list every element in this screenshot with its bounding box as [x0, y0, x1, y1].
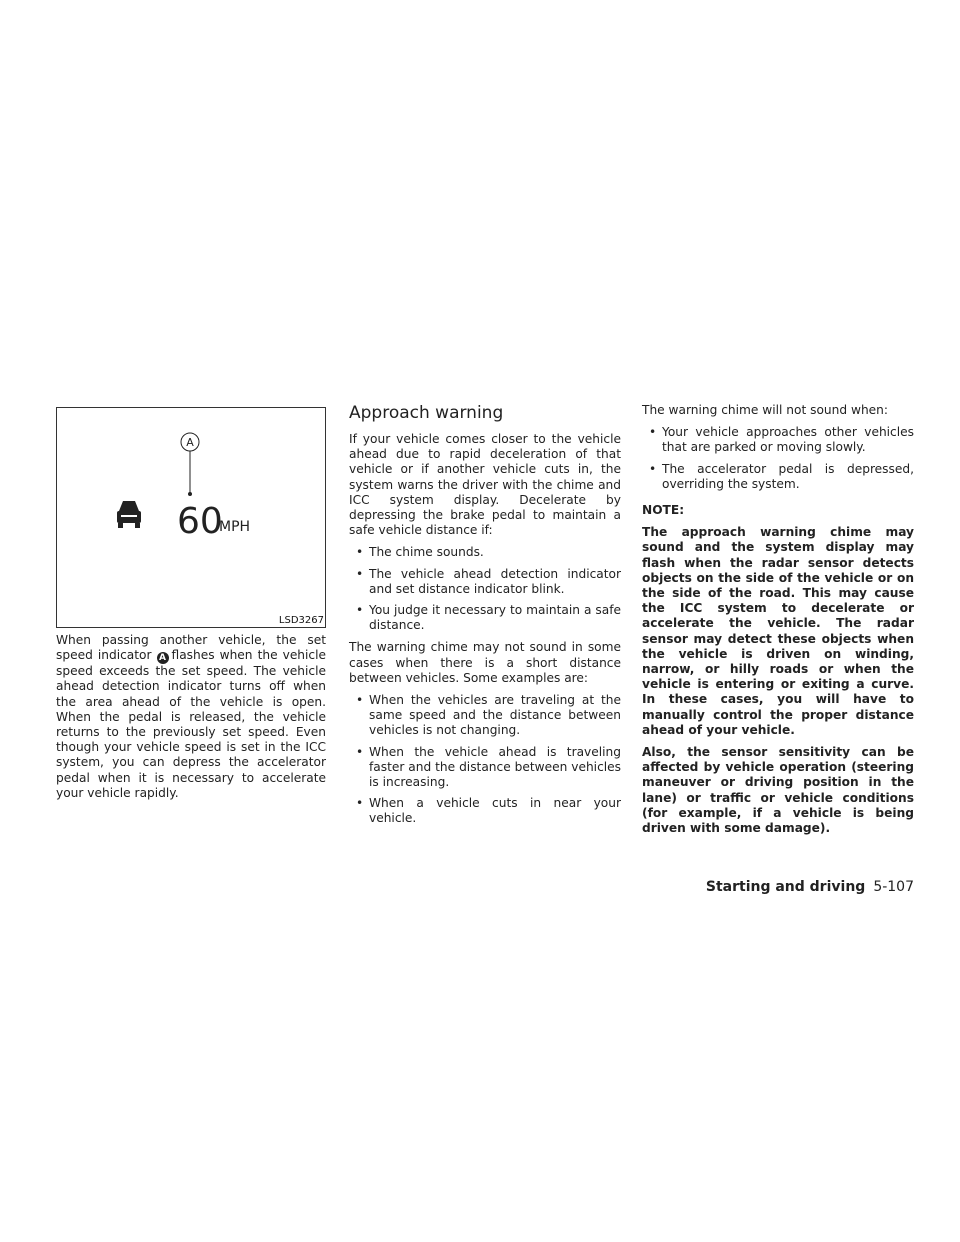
section-title: Starting and driving	[705, 879, 866, 895]
page-footer	[706, 878, 914, 896]
chime-will-not-sound-intro: The warning chime will not sound when:	[642, 403, 888, 417]
callout-leader-dot	[188, 492, 192, 496]
callout-a-marker: A	[157, 652, 169, 664]
list-item: • The chime sounds.	[349, 545, 621, 560]
figure-code: LSD3267	[278, 615, 324, 626]
approach-intro: If your vehicle comes closer to the vehicle ahead due to rapid deceleration of that vehicle or if another vehicle cuts in, the system warns the driver with the chime and ICC system display. Decelerate by depressing the brake pedal to maintain a safe vehicle distance if:	[349, 432, 621, 538]
vehicle-ahead-icon	[117, 501, 141, 528]
icc-display-illustration	[57, 408, 325, 627]
examples-list	[349, 693, 621, 827]
column-left	[56, 633, 326, 808]
passing-paragraph	[56, 633, 326, 801]
speed-value: 60	[177, 501, 223, 542]
callout-label: A	[186, 436, 194, 449]
list-item: • The vehicle ahead detection indicator and set distance indicator blink.	[349, 567, 621, 597]
approach-warning-heading: Approach warning	[349, 403, 504, 423]
passing-text-end: flashes when the vehicle speed exceeds the set speed. The vehicle ahead detection indicator turns off when the area ahead of the vehicle is open. When the pedal is released, the vehicle returns to the previously set speed. Even though your vehicle speed is set in the ICC system, you can depress the accelerator pedal when it is necessary to accelerate your vehicle rapidly.	[56, 648, 327, 800]
decelerate-conditions-list	[349, 545, 621, 633]
note-paragraph-2: Also, the sensor sensitivity can be affected by vehicle operation (steering maneuver or driving position in the lane) or traffic or vehicle conditions (for example, if a vehicle is being driven with some damage).	[642, 745, 914, 836]
list-item: • The accelerator pedal is depressed, overriding the system.	[642, 462, 914, 492]
column-middle	[349, 403, 621, 834]
column-right	[642, 403, 914, 843]
page-number: 5-107	[873, 879, 914, 895]
list-item: • When the vehicle ahead is traveling faster and the distance between vehicles is increasing.	[349, 745, 621, 791]
icc-display-figure	[56, 407, 326, 628]
passing-text-start: When passing another vehicle, the set speed indicator	[56, 633, 326, 663]
note-label: NOTE:	[642, 503, 685, 518]
chime-may-not-sound-paragraph: The warning chime may not sound in some cases when there is a short distance between vehicles. Some examples are:	[349, 640, 621, 685]
list-item: • You judge it necessary to maintain a safe distance.	[349, 603, 621, 633]
speed-unit: MPH	[219, 519, 251, 535]
list-item: • When a vehicle cuts in near your vehicle.	[349, 796, 621, 826]
no-chime-list	[642, 425, 914, 492]
list-item: • When the vehicles are traveling at the same speed and the distance between vehicles is not changing.	[349, 693, 621, 739]
note-paragraph-1: The approach warning chime may sound and the system display may flash when the radar sensor detects objects on the side of the vehicle or on the side of the road. This may cause the ICC system to decelerate or accelerate the vehicle. The radar sensor may detect these objects when the vehicle is driven on winding, narrow, or hilly roads or when the vehicle is entering or exiting a curve. In these cases, you will have to manually control the proper distance ahead of your vehicle.	[642, 525, 914, 737]
list-item: • Your vehicle approaches other vehicles that are parked or moving slowly.	[642, 425, 914, 455]
